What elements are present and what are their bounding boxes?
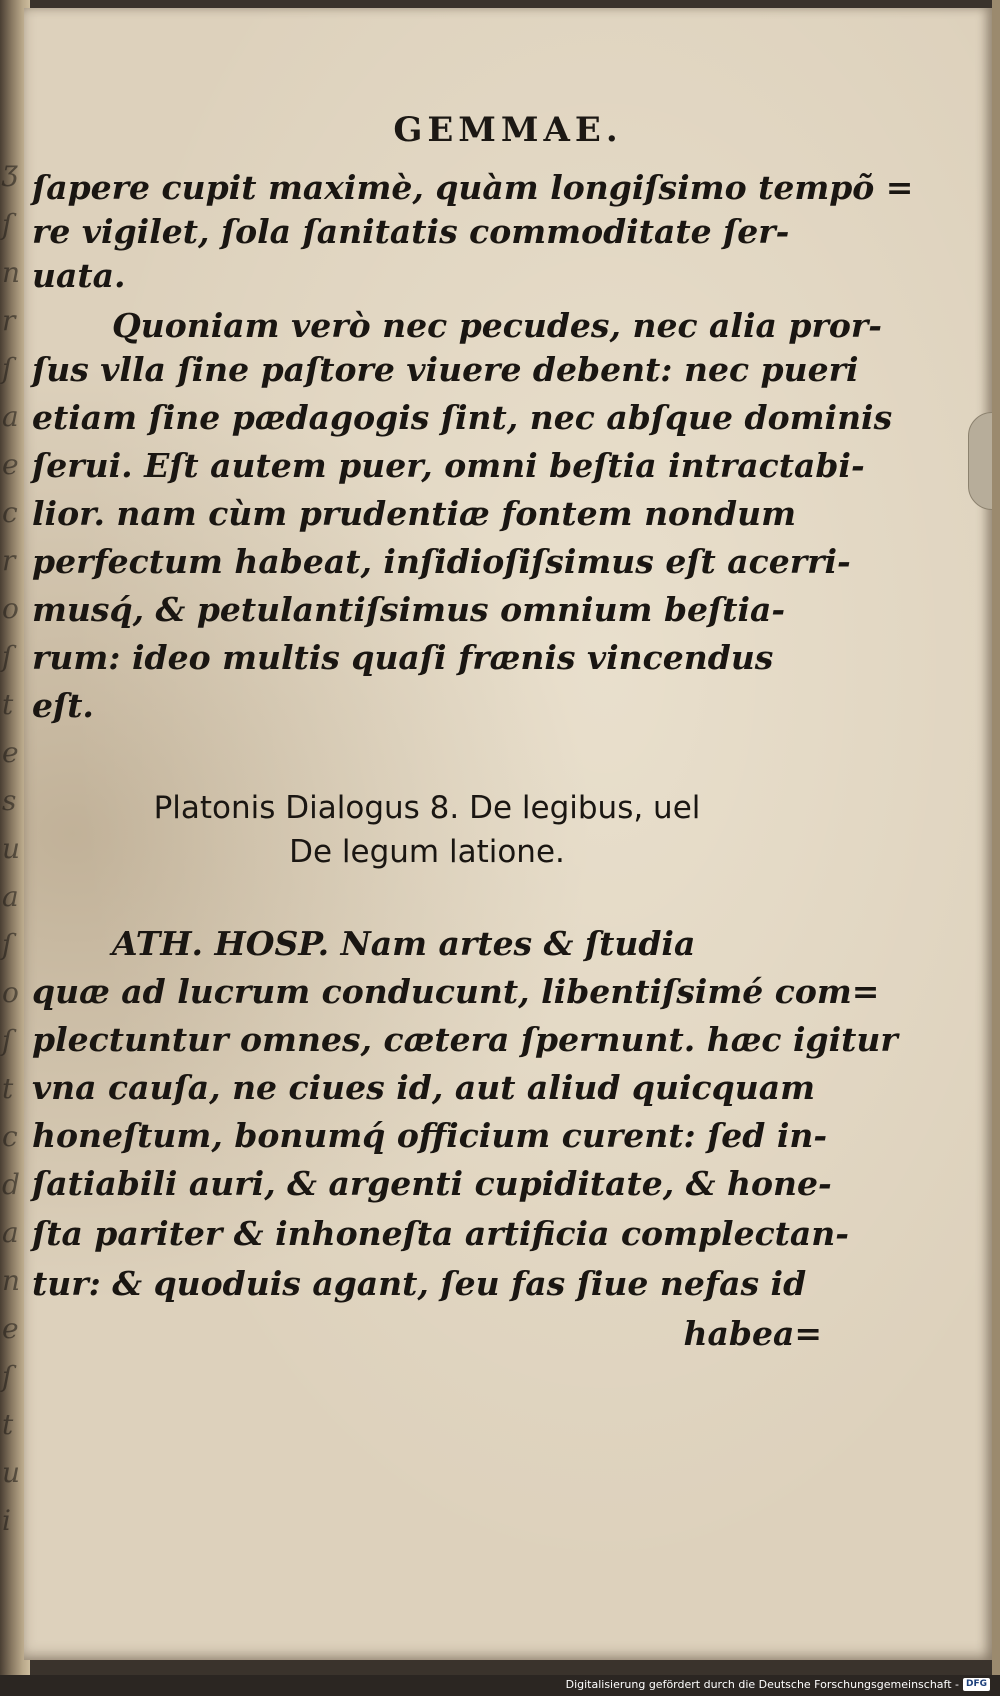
text-line: ſus vlla ſine paſtore viuere debent: nec pueri <box>32 350 859 389</box>
facing-page-glyph: o <box>2 592 19 625</box>
facing-page-glyph: ſ <box>2 1360 13 1393</box>
facing-page-glyph: e <box>2 1312 19 1345</box>
facing-page-glyph: ſ <box>2 352 13 385</box>
catchword: habea= <box>683 1314 822 1353</box>
section-heading-line: De legum latione. <box>289 834 565 870</box>
text-line: ſerui. Eſt autem puer, omni beſtia intractabi- <box>32 446 865 485</box>
text-line: ATH. HOSP. Nam artes & ſtudia <box>112 924 696 963</box>
footer-text: Digitalisierung gefördert durch die Deutsche Forschungsgemeinschaft - <box>565 1678 959 1691</box>
section-heading-line: Platonis Dialogus 8. De legibus, uel <box>153 790 701 826</box>
facing-page-glyph: ſ <box>2 928 13 961</box>
text-line: perfectum habeat, inſidioſiſsimus eſt acerri- <box>32 542 851 581</box>
footer-credit <box>566 1678 990 1691</box>
facing-page-glyph: a <box>2 400 19 433</box>
facing-page-glyph: u <box>2 832 21 865</box>
facing-page-glyph: s <box>2 784 17 817</box>
text-line: tur: & quoduis agant, ſeu fas ſiue nefas id <box>32 1264 807 1303</box>
text-line: vna cauſa, ne ciues id, aut aliud quicquam <box>32 1068 815 1107</box>
facing-page-glyph: e <box>2 736 19 769</box>
facing-page-glyph: n <box>2 256 21 289</box>
text-line: Quoniam verò nec pecudes, nec alia pror- <box>112 306 882 345</box>
text-line: musq́, & petulantiſsimus omnium beſtia- <box>32 590 786 629</box>
facing-page-glyph: t <box>2 688 14 721</box>
book-edge <box>992 0 1000 1675</box>
facing-page-glyph: ſ <box>2 1024 13 1057</box>
text-line: etiam ſine pædagogis ſint, nec abſque dominis <box>32 398 893 437</box>
facing-page-glyph: a <box>2 880 19 913</box>
text-line: plectuntur omnes, cætera ſpernunt. hæc igitur <box>32 1020 898 1059</box>
text-line: rum: ideo multis quaſi frænis vincendus <box>32 638 774 677</box>
facing-page-glyph: ſ <box>2 640 13 673</box>
text-line: uata. <box>32 256 126 295</box>
running-head: GEMMAE. <box>393 110 623 150</box>
dfg-logo: DFG <box>963 1678 990 1691</box>
text-line: re vigilet, ſola ſanitatis commoditate ſer- <box>32 212 790 251</box>
facing-page-glyph: r <box>2 544 16 577</box>
text-line: eſt. <box>32 686 94 725</box>
facing-page-glyph: u <box>2 1456 21 1489</box>
book-page <box>24 8 992 1660</box>
text-line: lior. nam cùm prudentiæ fontem nondum <box>32 494 797 533</box>
facing-page-glyph: Ʒ <box>2 160 18 193</box>
text-line: ſatiabili auri, & argenti cupiditate, & hone- <box>32 1164 832 1203</box>
facing-page-glyph: i <box>2 1504 11 1537</box>
facing-page-glyph: c <box>2 496 18 529</box>
facing-page-glyph: t <box>2 1408 14 1441</box>
facing-page-glyph: n <box>2 1264 21 1297</box>
facing-page-glyph: o <box>2 976 19 1009</box>
facing-page-glyph: a <box>2 1216 19 1249</box>
facing-page-glyph: d <box>2 1168 20 1201</box>
facing-page-glyph: c <box>2 1120 18 1153</box>
text-line: quæ ad lucrum conducunt, libentiſsimé com= <box>32 972 880 1011</box>
text-line: ſta pariter & inhoneſta artificia complectan- <box>32 1214 849 1253</box>
facing-page-glyph: e <box>2 448 19 481</box>
text-line: ſapere cupit maximè, quàm longiſsimo tempõ = <box>32 168 914 207</box>
facing-page-glyph: r <box>2 304 16 337</box>
facing-page-glyph: t <box>2 1072 14 1105</box>
text-line: honeſtum, bonumq́ officium curent: ſed in- <box>32 1116 828 1155</box>
facing-page-glyph: ſ <box>2 208 13 241</box>
